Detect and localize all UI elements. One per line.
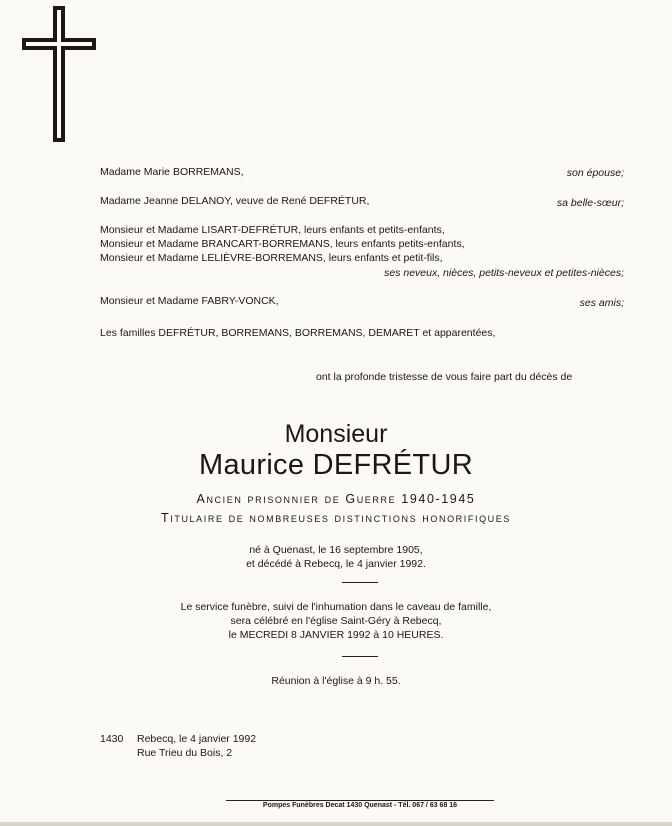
separator-rule [342, 656, 378, 657]
service-line-1: Le service funèbre, suivi de l'inhumation dans le caveau de famille, [180, 601, 492, 613]
scan-edge [0, 822, 672, 826]
meeting-line: Réunion à l'église à 9 h. 55. [271, 675, 401, 687]
address-place-date: Rebecq, le 4 janvier 1992 [137, 733, 257, 745]
birth-line: né à Quenast, le 16 septembre 1905, [249, 544, 423, 556]
sister-in-law-name: Madame Jeanne DELANOY, veuve de René DEFRÉTUR, [100, 195, 370, 207]
service-line-2: sera célébré en l'église Saint-Géry à Rebecq, [230, 615, 442, 627]
friends-name: Monsieur et Madame FABRY-VONCK, [100, 295, 279, 307]
nephew-line-2: Monsieur et Madame BRANCART-BORREMANS, leurs enfants petits-enfants, [100, 238, 465, 250]
nephew-line-3: Monsieur et Madame LELIÈVRE-BORREMANS, leurs enfants et petit-fils, [100, 252, 443, 264]
death-line: et décédé à Rebecq, le 4 janvier 1992. [246, 558, 426, 570]
announcement-intro: ont la profonde tristesse de vous faire part du décès de [316, 371, 573, 383]
friends-role: ses amis; [579, 297, 624, 309]
distinction-2: Titulaire de nombreuses distinctions honorifiques [161, 511, 511, 525]
spouse-role: son épouse; [566, 167, 624, 179]
deceased-name: Maurice DEFRÉTUR [199, 449, 473, 481]
families-line: Les familles DEFRÉTUR, BORREMANS, BORREMANS, DEMARET et apparentées, [100, 327, 496, 339]
latin-cross-icon [22, 6, 96, 142]
spouse-name: Madame Marie BORREMANS, [100, 166, 244, 178]
distinction-1: Ancien prisonnier de Guerre 1940-1945 [196, 492, 476, 506]
address-street: Rue Trieu du Bois, 2 [137, 747, 233, 759]
nephews-role: ses neveux, nièces, petits-neveux et petites-nièces; [384, 267, 624, 279]
address-postcode: 1430 [100, 733, 124, 745]
undertaker-footer: Pompes Funèbres Decat 1430 Quenast - Tél. 067 / 63 68 16 [226, 800, 494, 809]
service-line-3: le MECREDI 8 JANVIER 1992 à 10 HEURES. [228, 629, 444, 641]
nephew-line-1: Monsieur et Madame LISART-DEFRÉTUR, leurs enfants et petits-enfants, [100, 224, 445, 236]
deceased-title: Monsieur [284, 420, 388, 448]
separator-rule [342, 582, 378, 583]
sister-in-law-role: sa belle-sœur; [556, 197, 624, 209]
